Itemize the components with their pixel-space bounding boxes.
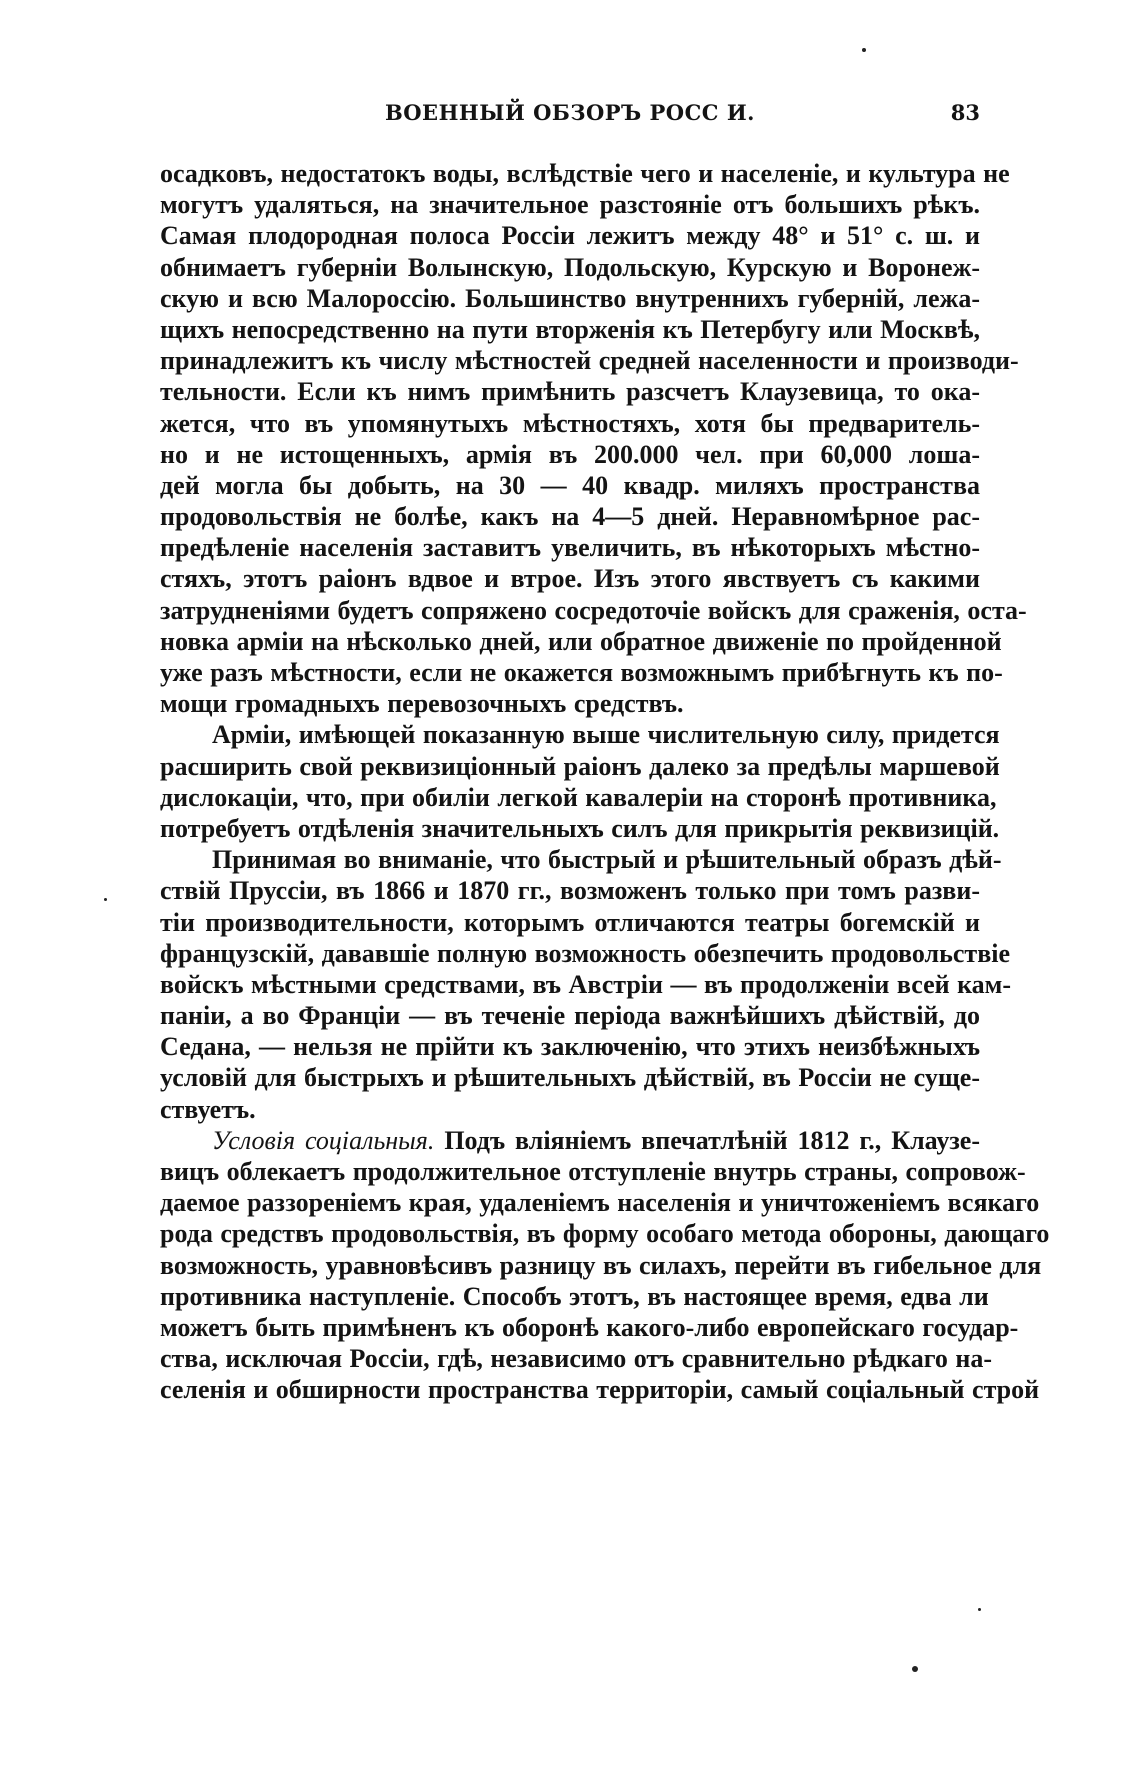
text-line: обнимаетъ губерніи Волынскую, Подольскую, Курскую и Воронеж- [160,252,980,282]
text-line: противника наступленіе. Способъ этотъ, въ настоящее время, едва ли [160,1281,989,1311]
text-line: продовольствія не болѣе, какъ на 4—5 дней. Неравномѣрное рас- [160,502,980,532]
paragraph-2 [160,719,1000,844]
scan-speck [912,1666,918,1672]
text-line [160,1125,980,1156]
text-line: принадлежитъ къ числу мѣстностей средней населенности и производи- [160,346,1019,376]
text-line: рода средствъ продовольствія, въ форму особаго метода обороны, дающаго [160,1219,1050,1249]
text-line: селенія и обширности пространства территоріи, самый соціальный строй [160,1375,1040,1405]
text-line: щихъ непосредственно на пути вторженія къ Петербугу или Москвѣ, [160,314,981,344]
paragraph-4 [160,1125,1050,1406]
text-line: скую и всю Малороссію. Большинство внутреннихъ губерній, лежа- [160,283,980,313]
text-line: вицъ облекаетъ продолжительное отступленіе внутрь страны, сопровож- [160,1157,1026,1186]
text-line: новка арміи на нѣсколько дней, или обратное движеніе по пройденной [160,626,1002,656]
scan-speck [104,898,107,901]
text-line: возможность, уравновѣсивъ разницу въ силахъ, перейти въ гибельное для [160,1250,1042,1280]
text-line: можетъ быть примѣненъ къ оборонѣ какого-либо европейскаго государ- [160,1312,1019,1342]
text-line: жется, что въ упомянутыхъ мѣстностяхъ, хотя бы предваритель- [160,408,980,438]
text-line: даемое раззореніемъ края, удаленіемъ населенія и уничтоженіемъ всякаго [160,1188,1040,1218]
running-head [160,100,980,130]
text-line: французскій, дававшіе полную возможность обезпечить продовольствіе [160,938,1011,968]
text-line: ствуетъ. [160,1094,256,1124]
text-line: мощи громадныхъ перевозочныхъ средствъ. [160,689,684,719]
paragraph-1 [160,158,1027,719]
text-line: тельности. Если къ нимъ примѣнить разсчетъ Клаузевица, то ока- [160,377,980,407]
text-line: дислокаціи, что, при обиліи легкой кавалеріи на сторонѣ противника, [160,782,997,812]
scan-speck [978,1608,981,1611]
text-line: Седана, — нельзя не прійти къ заключенію, что этихъ неизбѣжныхъ [160,1032,980,1062]
text-line: затрудненіями будетъ сопряжено сосредоточіе войскъ для сраженія, оста- [160,595,1027,625]
text-line: предѣленіе населенія заставитъ увеличить, въ нѣкоторыхъ мѣстно- [160,533,980,563]
text-line: дей могла бы добыть, на 30 — 40 квадр. миляхъ пространства [160,470,980,500]
text-line: но и не истощенныхъ, армія въ 200.000 чел. при 60,000 лоша- [160,439,980,469]
page-number: 83 [950,100,980,125]
text-line: могутъ удаляться, на значительное разстояніе отъ большихъ рѣкъ. [160,190,980,220]
text-line: паніи, а во Франціи — въ теченіе періода важнѣйшихъ дѣйствій, до [160,1001,980,1031]
text-line: условій для быстрыхъ и рѣшительныхъ дѣйствій, въ Россіи не суще- [160,1063,980,1093]
text-line: ства, исключая Россіи, гдѣ, независимо отъ сравнительно рѣдкаго на- [160,1344,993,1374]
text-line: тіи производительности, которымъ отличаются театры богемскій и [160,907,980,937]
text-line: потребуетъ отдѣленія значительныхъ силъ для прикрытія реквизицій. [160,813,1000,843]
text-line: Арміи, имѣющей показанную выше числительную силу, придется [212,720,1000,750]
text-line: ствій Пруссіи, въ 1866 и 1870 гг., возможенъ только при томъ разви- [160,876,980,906]
text-line: стяхъ, этотъ раіонъ вдвое и втрое. Изъ этого явствуетъ съ какими [160,564,980,594]
section-lead: Условія соціальныя. [212,1125,435,1155]
text-line: расширить свой реквизиціонный раіонъ далеко за предѣлы маршевой [160,751,1000,781]
paragraph-3 [160,844,1012,1125]
scan-speck [862,48,866,52]
text-line-rest: Подъ вліяніемъ впечатлѣній 1812 г., Клаузе- [444,1125,981,1155]
text-line: Принимая во вниманіе, что быстрый и рѣшительный образъ дѣй- [212,845,1002,875]
running-title: ВОЕННЫЙ ОБЗОРЪ РОСС И. [385,100,755,125]
text-line: Самая плодородная полоса Россіи лежитъ между 48° и 51° с. ш. и [160,221,980,251]
text-line: уже разъ мѣстности, если не окажется возможнымъ прибѣгнуть къ по- [160,658,1003,687]
body-text [160,158,1050,1406]
text-line: войскъ мѣстными средствами, въ Австріи — въ продолженіи всей кам- [160,969,1012,999]
text-line: осадковъ, недостатокъ воды, вслѣдствіе чего и населеніе, и культура не [160,159,1010,188]
